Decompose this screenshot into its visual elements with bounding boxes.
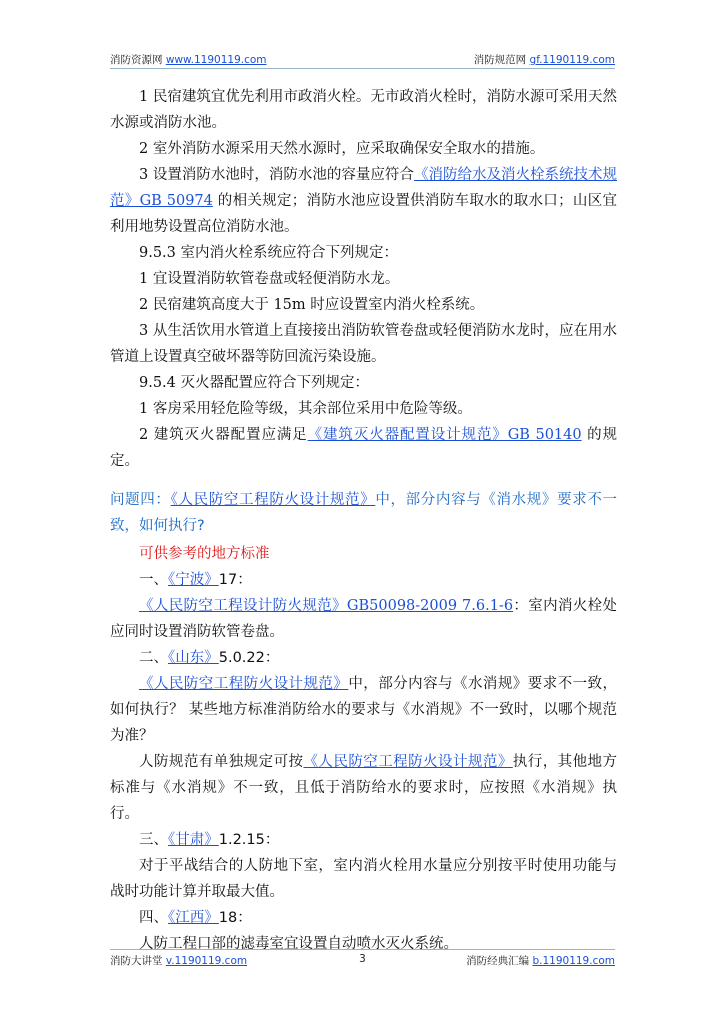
- paragraph: 《人民防空工程设计防火规范》GB50098-2009 7.6.1-6：室内消火栓处应同时设置消防软管卷盘。: [110, 598, 617, 640]
- section-heading: 四、《江西》18：: [139, 910, 252, 926]
- section-link[interactable]: 《江西》: [168, 910, 219, 926]
- section-link[interactable]: 《甘肃》: [168, 832, 219, 848]
- page-footer: [110, 949, 615, 969]
- paragraph: 《人民防空工程防火设计规范》中，部分内容与《水消规》要求不一致，如何执行？ 某些地方标准消防给水的要求与《水消规》不一致时，以哪个规范为准？: [110, 676, 618, 744]
- paragraph: 人防规范有单独规定可按《人民防空工程防火设计规范》执行，其他地方标准与《水消规》不一致，且低于消防给水的要求时，应按照《水消规》执行。: [110, 754, 618, 822]
- paragraph: 3 设置消防水池时，消防水池的容量应符合《消防给水及消火栓系统技术规范》GB 50974 的相关规定；消防水池应设置供消防车取水的取水口；山区宜利用地势设置高位消防水池。: [110, 167, 617, 235]
- paragraph: 1 宜设置消防软管卷盘或轻便消防水龙。: [139, 271, 400, 287]
- footer-right: 消防经典汇编 b.1190119.com: [466, 955, 615, 967]
- paragraph: 3 从生活饮用水管道上直接接出消防软管卷盘或轻便消防水龙时，应在用水管道上设置真空破坏器等防回流污染设施。: [110, 323, 617, 365]
- standard-link[interactable]: 《人民防空工程防火设计规范》: [303, 754, 513, 770]
- standard-link[interactable]: 《建筑灭火器配置设计规范》GB 50140: [307, 427, 582, 443]
- paragraph: 9.5.3 室内消火栓系统应符合下列规定：: [139, 245, 399, 261]
- section-link[interactable]: 《宁波》: [168, 572, 219, 588]
- question-heading: 问题四：《人民防空工程防火设计规范》中，部分内容与《消水规》要求不一致，如何执行?: [110, 492, 618, 534]
- paragraph: 9.5.4 灭火器配置应符合下列规定：: [139, 375, 370, 391]
- footer-left-link[interactable]: v.1190119.com: [165, 955, 248, 967]
- header-left-link[interactable]: www.1190119.com: [165, 54, 267, 66]
- standard-link[interactable]: 《人民防空工程设计防火规范》GB50098-2009 7.6.1-6: [139, 598, 514, 614]
- page-header: [110, 52, 615, 69]
- paragraph: 2 建筑灭火器配置应满足《建筑灭火器配置设计规范》GB 50140 的规定。: [110, 427, 617, 469]
- section-link[interactable]: 《山东》: [168, 650, 219, 666]
- paragraph: 人防工程口部的滤毒室宜设置自动喷水灭火系统。: [139, 936, 458, 952]
- paragraph: 2 室外消防水源采用天然水源时，应采取确保安全取水的措施。: [139, 141, 545, 157]
- header-left: 消防资源网 www.1190119.com: [110, 54, 267, 66]
- standard-link[interactable]: 《消防给水及消火栓系统技术规范》GB 50974: [110, 167, 617, 209]
- paragraph: 对于平战结合的人防地下室，室内消火栓用水量应分别按平时使用功能与战时功能计算并取最大值。: [110, 858, 617, 900]
- document-body: [110, 84, 617, 957]
- header-right: 消防规范网 gf.1190119.com: [473, 54, 615, 66]
- standard-link[interactable]: 《人民防空工程防火设计规范》: [139, 676, 349, 692]
- paragraph: 2 民宿建筑高度大于 15m 时应设置室内消火栓系统。: [139, 297, 485, 313]
- footer-left: 消防大讲堂 v.1190119.com: [110, 955, 248, 967]
- paragraph: 1 客房采用轻危险等级，其余部位采用中危险等级。: [139, 401, 472, 417]
- section-heading: 三、《甘肃》1.2.15：: [139, 832, 280, 848]
- local-standards-title: 可供参考的地方标准: [139, 546, 270, 562]
- paragraph: 1 民宿建筑宜优先利用市政消火栓。无市政消火栓时，消防水源可采用天然水源或消防水池。: [110, 89, 617, 131]
- footer-right-link[interactable]: b.1190119.com: [532, 955, 615, 967]
- page-number: 3: [359, 953, 366, 965]
- section-heading: 二、《山东》5.0.22：: [139, 650, 280, 666]
- section-heading: 一、《宁波》17：: [139, 572, 252, 588]
- header-right-link[interactable]: gf.1190119.com: [529, 54, 615, 66]
- question-link[interactable]: 《人民防空工程防火设计规范》: [170, 492, 376, 508]
